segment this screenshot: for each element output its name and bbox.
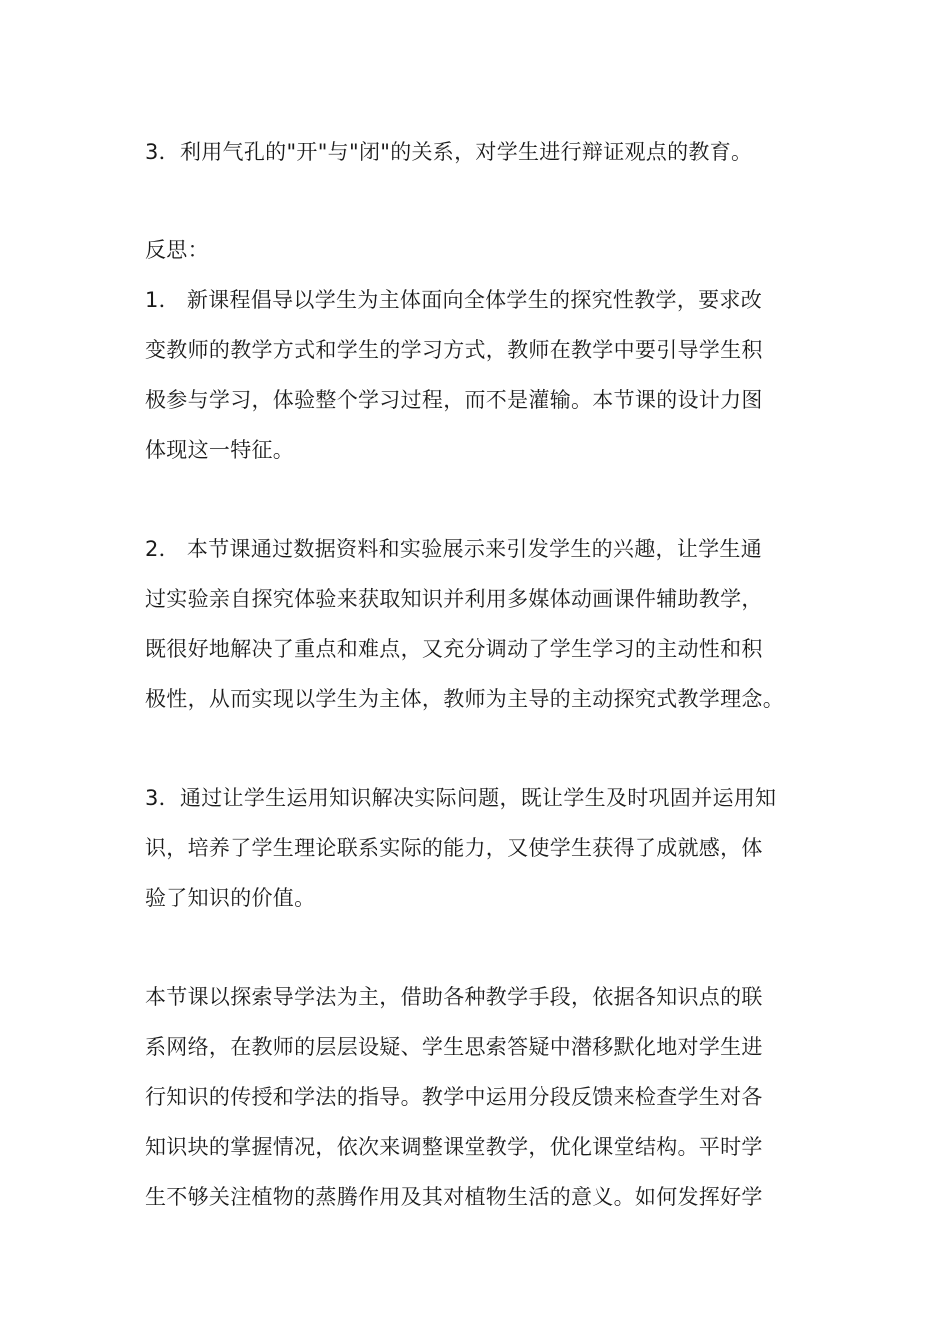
paragraph-line: 1． 新课程倡导以学生为主体面向全体学生的探究性教学，要求改	[145, 288, 763, 312]
paragraph-line: 系网络，在教师的层层设疑、学生思索答疑中潜移默化地对学生进	[145, 1035, 763, 1059]
paragraph-line: 知识块的掌握情况，依次来调整课堂教学，优化课堂结构。平时学	[145, 1135, 763, 1159]
paragraph-line: 既很好地解决了重点和难点，又充分调动了学生学习的主动性和积	[145, 637, 763, 661]
paragraph-line: 验了知识的价值。	[145, 886, 316, 910]
reflection-heading: 反思：	[145, 238, 209, 262]
paragraph-line: 识，培养了学生理论联系实际的能力，又使学生获得了成就感，体	[145, 836, 763, 860]
item-3-text: 3．利用气孔的"开"与"闭"的关系，对学生进行辩证观点的教育。	[145, 140, 753, 164]
paragraph-line: 生不够关注植物的蒸腾作用及其对植物生活的意义。如何发挥好学	[145, 1185, 763, 1209]
paragraph-line: 体现这一特征。	[145, 438, 295, 462]
paragraph-line: 行知识的传授和学法的指导。教学中运用分段反馈来检查学生对各	[145, 1085, 763, 1109]
paragraph-line: 3．通过让学生运用知识解决实际问题，既让学生及时巩固并运用知	[145, 786, 777, 810]
paragraph-line: 极参与学习，体验整个学习过程，而不是灌输。本节课的设计力图	[145, 388, 763, 412]
paragraph-line: 极性，从而实现以学生为主体，教师为主导的主动探究式教学理念。	[145, 687, 784, 711]
paragraph-line: 本节课以探索导学法为主，借助各种教学手段，依据各知识点的联	[145, 985, 763, 1009]
paragraph-line: 过实验亲自探究体验来获取知识并利用多媒体动画课件辅助教学，	[145, 587, 763, 611]
paragraph-line: 变教师的教学方式和学生的学习方式，教师在教学中要引导学生积	[145, 338, 763, 362]
paragraph-line: 2． 本节课通过数据资料和实验展示来引发学生的兴趣，让学生通	[145, 537, 763, 561]
